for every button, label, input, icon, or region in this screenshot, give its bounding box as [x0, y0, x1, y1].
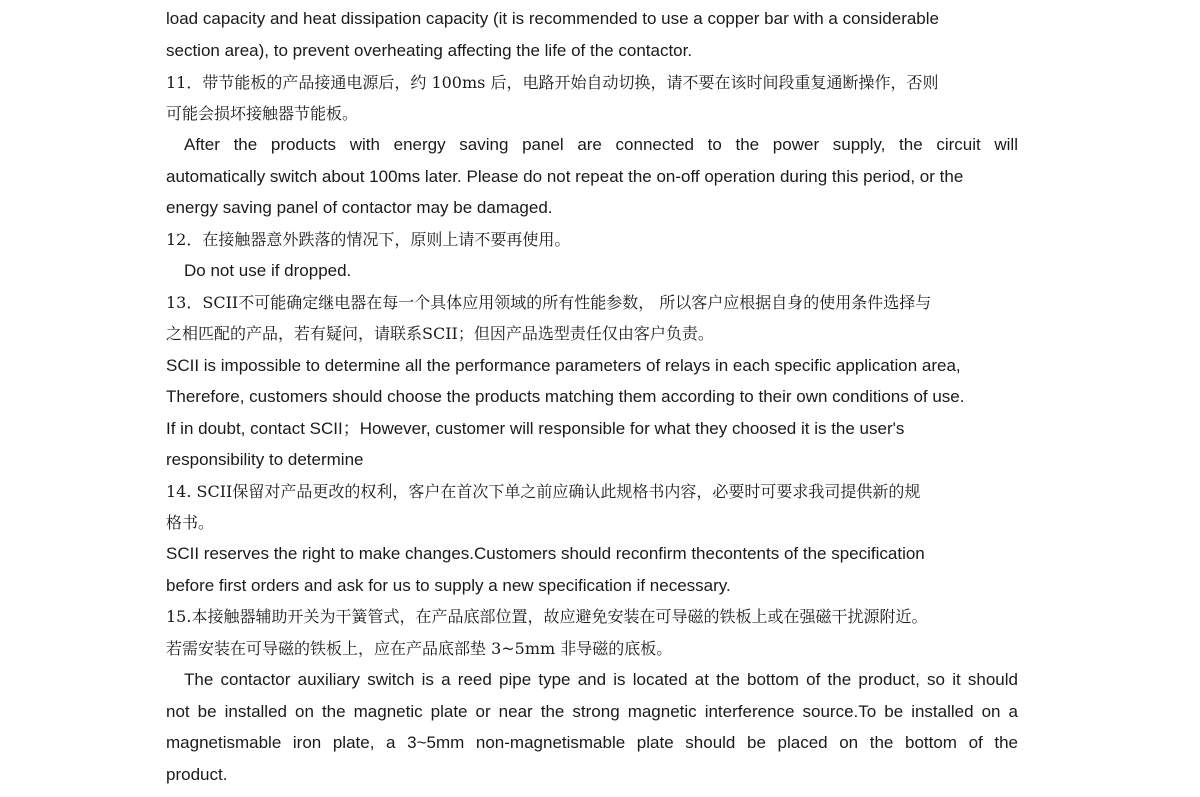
text-line: before first orders and ask for us to supply a new specification if necessary.: [166, 576, 731, 595]
text-line: section area), to prevent overheating affecting the life of the contactor.: [166, 41, 693, 60]
text-line: 13．SCII不可能确定继电器在每一个具体应用领域的所有性能参数， 所以客户应根据自身的使用条件选择与: [166, 293, 932, 312]
text-line: 12．在接触器意外跌落的情况下，原则上请不要再使用。: [166, 230, 571, 249]
text-line: SCII is impossible to determine all the performance parameters of relays in each specific application area,: [166, 356, 961, 375]
text-line: 可能会损坏接触器节能板。: [166, 104, 359, 123]
text-line: load capacity and heat dissipation capacity (it is recommended to use a copper bar with a considerable: [166, 9, 939, 28]
text-line: The contactor auxiliary switch is a reed pipe type and is located at the bottom of the product, so it should: [184, 670, 1018, 689]
text-line: energy saving panel of contactor may be damaged.: [166, 198, 553, 217]
text-line: magnetismable iron plate, a 3~5mm non-magnetismable plate should be placed on the bottom of the: [166, 733, 1018, 752]
text-line: 15.本接触器辅助开关为干簧管式，在产品底部位置，故应避免安装在可导磁的铁板上或在强磁干扰源附近。: [166, 607, 928, 626]
text-line: 之相匹配的产品，若有疑问，请联系SCII；但因产品选型责任仅由客户负责。: [166, 324, 714, 343]
text-line: automatically switch about 100ms later. Please do not repeat the on-off operation during this period, or the: [166, 167, 964, 186]
text-line: After the products with energy saving panel are connected to the power supply, the circuit will: [184, 135, 1018, 154]
text-line: Therefore, customers should choose the products matching them according to their own conditions of use.: [166, 387, 965, 406]
text-line: product.: [166, 765, 228, 784]
text-line: Do not use if dropped.: [184, 261, 352, 280]
text-line: SCII reserves the right to make changes.Customers should reconfirm thecontents of the specification: [166, 544, 925, 563]
text-line: responsibility to determine: [166, 450, 364, 469]
text-line: 若需安装在可导磁的铁板上，应在产品底部垫 3~5mm 非导磁的底板。: [166, 639, 673, 658]
text-line: 11．带节能板的产品接通电源后，约 100ms 后，电路开始自动切换，请不要在该时间段重复通断操作，否则: [166, 73, 939, 92]
text-line: 格书。: [166, 513, 215, 532]
text-line: 14. SCII保留对产品更改的权利，客户在首次下单之前应确认此规格书内容，必要时可要求我司提供新的规: [166, 482, 921, 501]
text-line: not be installed on the magnetic plate or near the strong magnetic interference source.To be installed on a: [166, 702, 1018, 721]
text-line: If in doubt, contact SCII；However, customer will responsible for what they choosed it is the user's: [166, 419, 905, 438]
